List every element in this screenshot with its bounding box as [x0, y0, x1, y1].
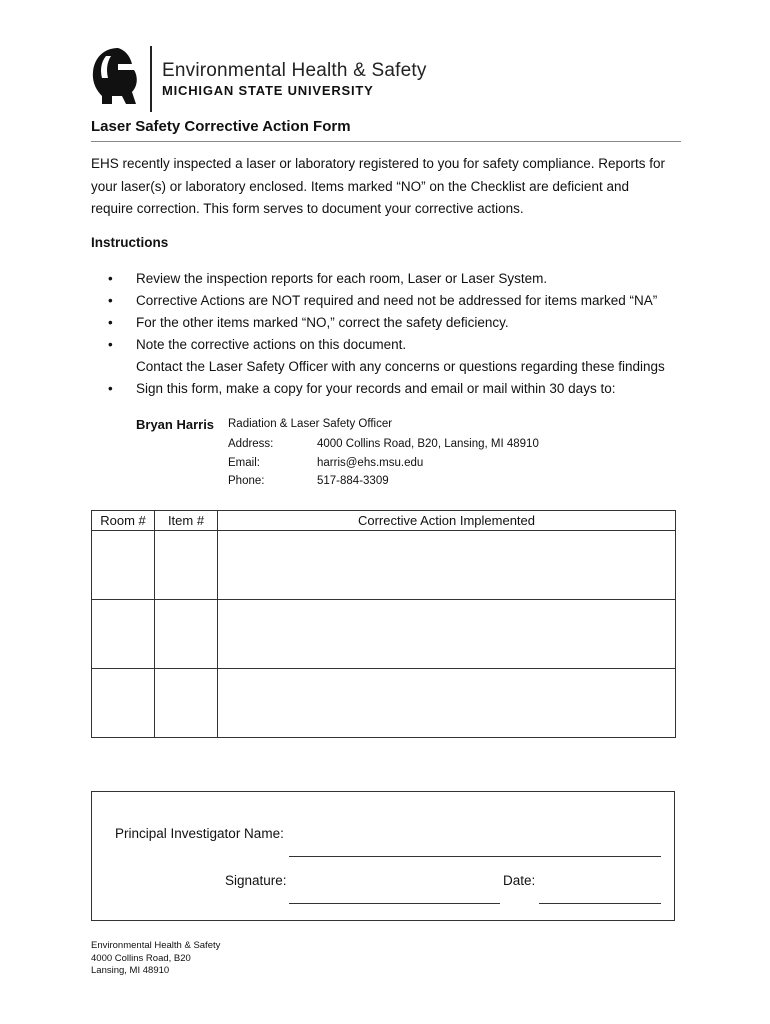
table-row: [92, 600, 676, 669]
pi-name-field[interactable]: [289, 856, 661, 857]
address-value: 4000 Collins Road, B20, Lansing, MI 48910: [317, 438, 539, 450]
action-cell[interactable]: [218, 600, 676, 669]
list-item-text: Corrective Actions are NOT required and need not be addressed for items marked “NA”: [136, 293, 658, 308]
item-cell[interactable]: [155, 600, 218, 669]
list-item-text: Contact the Laser Safety Officer with any concerns or questions regarding these findings: [136, 359, 665, 374]
bullet-icon: •: [108, 271, 113, 286]
list-item-text: Sign this form, make a copy for your records and email or mail within 30 days to:: [136, 381, 616, 396]
pi-name-label: Principal Investigator Name:: [115, 826, 284, 841]
room-cell[interactable]: [92, 600, 155, 669]
signature-label: Signature:: [225, 873, 287, 888]
spartan-helmet-icon: [88, 46, 140, 108]
action-column-header: Corrective Action Implemented: [218, 511, 676, 531]
contact-name: Bryan Harris: [136, 417, 215, 432]
phone-label: Phone:: [228, 475, 265, 487]
email-label: Email:: [228, 457, 260, 469]
email-value: harris@ehs.msu.edu: [317, 457, 424, 469]
room-column-header: Room #: [92, 511, 155, 531]
item-cell[interactable]: [155, 531, 218, 600]
item-cell[interactable]: [155, 669, 218, 738]
spartan-logo: [88, 46, 140, 113]
bullet-icon: •: [108, 315, 113, 330]
table-header-row: [92, 511, 676, 531]
footer-line: Environmental Health & Safety: [91, 940, 221, 951]
bullet-icon: •: [108, 337, 113, 352]
list-item-text: Review the inspection reports for each room, Laser or Laser System.: [136, 271, 548, 286]
footer-address: [91, 940, 220, 978]
intro-line: your laser(s) or laboratory enclosed. Items marked “NO” on the Checklist are deficient and: [91, 178, 629, 194]
form-title: Laser Safety Corrective Action Form: [91, 118, 351, 135]
address-label: Address:: [228, 438, 274, 450]
room-cell[interactable]: [92, 531, 155, 600]
date-field[interactable]: [539, 903, 661, 904]
title-rule: [91, 141, 681, 142]
corrective-action-table: [91, 510, 676, 738]
signature-field[interactable]: [289, 903, 500, 904]
list-item-text: For the other items marked “NO,” correct the safety deficiency.: [136, 315, 509, 330]
bullet-icon: •: [108, 381, 113, 396]
action-cell[interactable]: [218, 531, 676, 600]
intro-line: EHS recently inspected a laser or laboratory registered to you for safety compliance. Reports for: [91, 156, 666, 171]
footer-line: 4000 Collins Road, B20: [91, 952, 191, 964]
room-cell[interactable]: [92, 669, 155, 738]
contact-role: Radiation & Laser Safety Officer: [228, 418, 393, 430]
instructions-heading: Instructions: [91, 235, 169, 250]
action-cell[interactable]: [218, 669, 676, 738]
bullet-icon: •: [108, 293, 113, 308]
date-label: Date:: [503, 873, 536, 888]
table-row: [92, 669, 676, 738]
phone-value: 517-884-3309: [317, 475, 389, 487]
department-name: Environmental Health & Safety: [162, 60, 427, 81]
intro-line: require correction. This form serves to document your corrective actions.: [91, 201, 524, 216]
header-divider: [150, 46, 152, 112]
footer-line: Lansing, MI 48910: [91, 965, 170, 976]
intro-paragraph: [91, 153, 691, 221]
table-row: [92, 531, 676, 600]
item-column-header: Item #: [155, 511, 218, 531]
university-name: MICHIGAN STATE UNIVERSITY: [162, 83, 374, 98]
list-item-text: Note the corrective actions on this document.: [136, 337, 407, 352]
